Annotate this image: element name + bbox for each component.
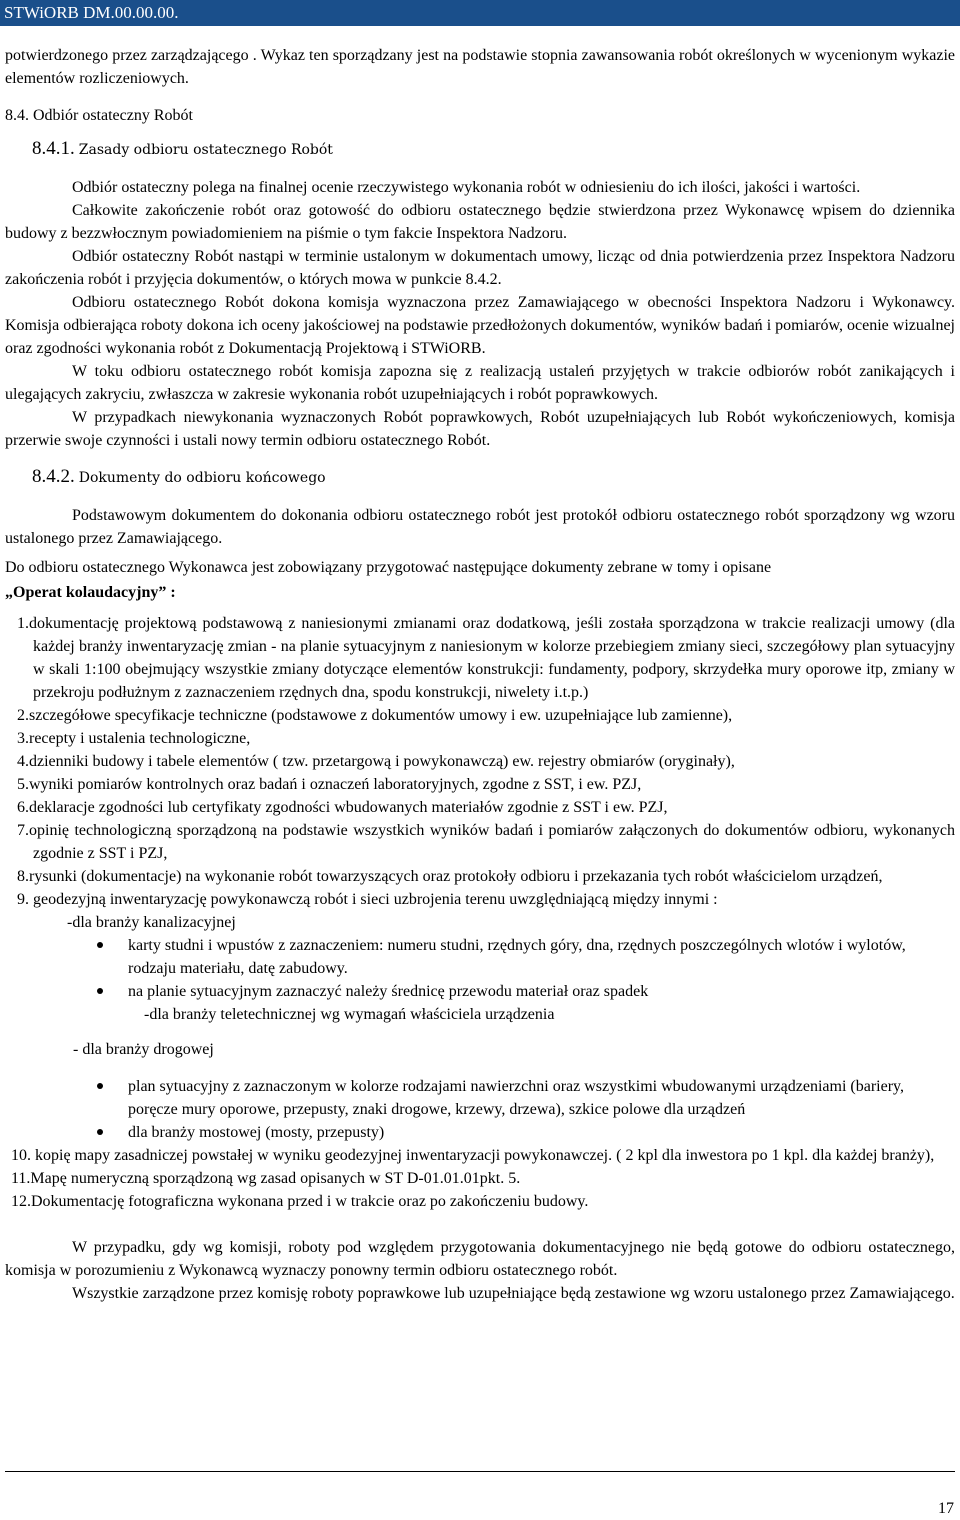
operat-heading: „Operat kolaudacyjny” : <box>5 584 176 601</box>
kanal-bullets <box>5 934 955 1003</box>
kanal-label: -dla branży kanalizacyjnej <box>67 914 236 931</box>
tele-label: -dla branży teletechnicznej wg wymagań właściciela urządzenia <box>144 1006 555 1023</box>
list-item: 4.dzienniki budowy i tabele elementów ( tzw. przetargową i powykonawczą) ew. rejestry obmiarów (oryginały), <box>17 753 735 770</box>
paragraph: Odbioru ostatecznego Robót dokona komisja wyznaczona przez Zamawiającego w obecności Inspektora Nadzoru i Wykonawcy. Komisja odbierająca roboty dokona ich oceny jakościowej na podstawie przedłożonych dokumentów, wyników badań i pomiarów, ocenie wizualnej oraz zgodności wykonania robót z Dokumentacją Projektową i STWiORB. <box>5 294 955 357</box>
list-item: 2.szczegółowe specyfikacje techniczne (podstawowe z dokumentów umowy i ew. uzupełniające lub zamienne), <box>17 707 733 724</box>
paragraph: Odbiór ostateczny polega na finalnej ocenie rzeczywistego wykonania robót w odniesieniu do ich ilości, jakości i wartości. <box>72 179 861 196</box>
documents-list <box>5 612 955 911</box>
list-item: 5.wyniki pomiarów kontrolnych oraz badań i oznaczeń laboratoryjnych, zgodne z SST, i ew. PZJ, <box>17 776 642 793</box>
list-item: 9. geodezyjną inwentaryzację powykonawczą robót i sieci uzbrojenia terenu uwzględniającą między innymi : <box>17 891 718 908</box>
paragraph: Całkowite zakończenie robót oraz gotowość do odbioru ostatecznego będzie stwierdzona przez Wykonawcę wpisem do dziennika budowy z bezzwłocznym powiadomieniem na piśmie o tym fakcie Inspektora Nadzoru. <box>5 202 955 242</box>
intro-paragraph: potwierdzonego przez zarządzającego . Wykaz ten sporządzany jest na podstawie stopnia zawansowania robót określonych w wycenionym wykazie elementów rozliczeniowych. <box>5 47 955 87</box>
page-number: 17 <box>938 1500 954 1517</box>
list-item: 12.Dokumentację fotograficzna wykonana przed i w trakcie oraz po zakończeniu budowy. <box>11 1193 589 1210</box>
document-header <box>0 0 960 26</box>
paragraph: Podstawowym dokumentem do dokonania odbioru ostatecznego robót jest protokół odbioru ostatecznego robót sporządzony wg wzoru ustalonego przez Zamawiającego. <box>5 507 955 547</box>
paragraph: W przypadkach niewykonania wyznaczonych Robót poprawkowych, Robót uzupełniających lub Robót wykończeniowych, komisja przerwie swoje czynności i ustali nowy termin odbioru ostatecznego Robót. <box>5 409 955 449</box>
drog-label: - dla branży drogowej <box>73 1041 214 1058</box>
subsection-number: 8.4.1. <box>32 138 75 159</box>
bullet-item: dla branży mostowej (mosty, przepusty) <box>5 1121 955 1144</box>
paragraph: Wszystkie zarządzone przez komisję roboty poprawkowe lub uzupełniające będą zestawione wg wzoru ustalonego przez Zamawiającego. <box>72 1285 955 1302</box>
list-item: 3.recepty i ustalenia technologiczne, <box>17 730 251 747</box>
list-item: 7.opinię technologiczną sporządzoną na podstawie wszystkich wyników badań i pomiarów załączonych do dokumentów odbioru, wykonanych zgodnie z SST i PZJ, <box>17 822 955 862</box>
list-item: 8.rysunki (dokumentacje) na wykonanie robót towarzyszących oraz protokoły odbioru i przekazania tych robót właścicielom urządzeń, <box>17 868 883 885</box>
drog-bullets <box>5 1075 955 1144</box>
documents-list-end <box>5 1144 955 1213</box>
subsection-number: 8.4.2. <box>32 466 75 487</box>
subsection-title: Zasady odbioru ostatecznego Robót <box>78 142 333 158</box>
paragraph: Do odbioru ostatecznego Wykonawca jest zobowiązany przygotować następujące dokumenty zebrane w tomy i opisane <box>5 559 772 576</box>
bullet-item: karty studni i wpustów z zaznaczeniem: numeru studni, rzędnych góry, dna, rzędnych poszczególnych wlotów i wylotów, rodzaju materiału, datę zabudowy. <box>5 934 955 980</box>
list-item: 1.dokumentację projektową podstawową z naniesionymi zmianami oraz dodatkową, jeśli została sporządzona w trakcie realizacji umowy (dla każdej branży inwentaryzację zmian - na planie sytuacyjnym z naniesionym w kolorze przebiegiem zmiany sieci, szczegółowy plan sytuacyjny w skali 1:100 obejmujący wszystkie zmiany dotyczące elementów konstrukcji: fundamenty, podpory, skrzydełka mury oporowe itp, zmiany w przekroju podłużnym z zaznaczeniem rzędnych dna, spodu konstrukcji, niwelety i.t.p.) <box>17 615 955 701</box>
header-title: STWiORB DM.00.00.00. <box>4 3 179 22</box>
document-body <box>5 44 955 1305</box>
section-heading: 8.4. Odbiór ostateczny Robót <box>5 107 193 124</box>
bullet-item: plan sytuacyjny z zaznaczonym w kolorze rodzajami nawierzchni oraz wszystkimi wbudowanymi urządzeniami (bariery, poręcze mury oporowe, przepusty, znaki drogowe, krzewy, drzewa), szkice polowe dla urządzeń <box>5 1075 955 1121</box>
footer-rule <box>5 1471 955 1472</box>
list-item: 10. kopię mapy zasadniczej powstałej w wyniku geodezyjnej inwentaryzacji powykonawczej. ( 2 kpl dla inwestora po 1 kpl. dla każdej branży), <box>11 1147 935 1164</box>
paragraph: Odbiór ostateczny Robót nastąpi w terminie ustalonym w dokumentach umowy, licząc od dnia potwierdzenia przez Inspektora Nadzoru zakończenia robót i przyjęcia dokumentów, o których mowa w punkcie 8.4.2. <box>5 248 955 288</box>
list-item: 11.Mapę numeryczną sporządzoną wg zasad opisanych w ST D-01.01.01pkt. 5. <box>11 1170 521 1187</box>
list-item: 6.deklaracje zgodności lub certyfikaty zgodności wbudowanych materiałów zgodnie z SST i ew. PZJ, <box>17 799 668 816</box>
subsection-heading-1 <box>5 137 955 162</box>
paragraph: W przypadku, gdy wg komisji, roboty pod względem przygotowania dokumentacyjnego nie będą gotowe do odbioru ostatecznego, komisja w porozumieniu z Wykonawcą wyznaczy ponowny termin odbioru ostatecznego robót. <box>5 1239 955 1279</box>
subsection-heading-2 <box>5 465 955 490</box>
paragraph: W toku odbioru ostatecznego robót komisja zapozna się z realizacją ustaleń przyjętych w trakcie odbiorów robót zanikających i ulegających zakryciu, zwłaszcza w zakresie wykonania robót uzupełniających i robót poprawkowych. <box>5 363 955 403</box>
bullet-item: na planie sytuacyjnym zaznaczyć należy średnicę przewodu materiał oraz spadek <box>5 980 955 1003</box>
subsection-title: Dokumenty do odbioru końcowego <box>78 470 326 486</box>
